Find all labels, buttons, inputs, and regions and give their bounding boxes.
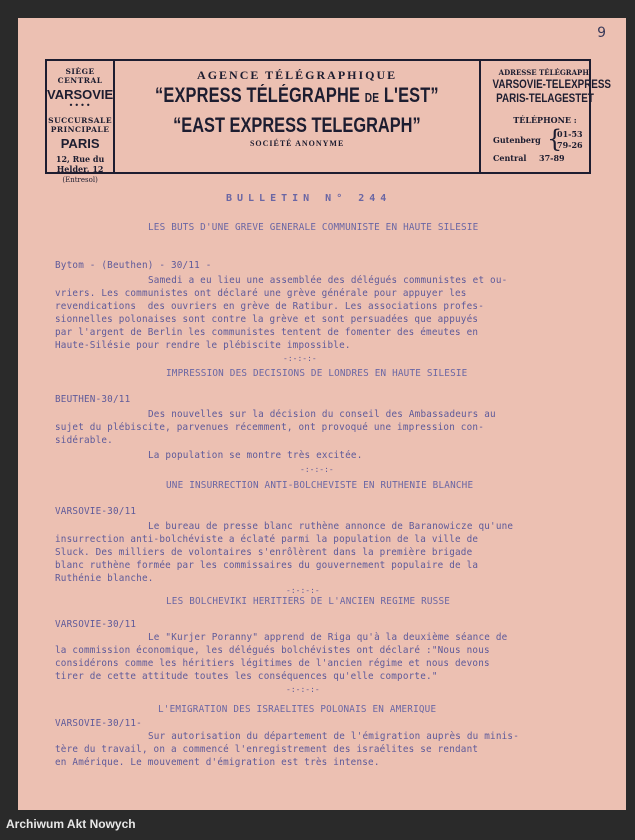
section-dateline: BEUTHEN-30/11 [55,394,131,405]
separator: -:-:-:- [286,586,320,595]
address-note: (Entresol) [62,176,98,184]
text-line: Sluck. Des milliers de volontaires s'enrôlèrent dans la première brigade [55,547,473,558]
brand-french-a: “EXPRESS TÉLÉGRAPHE [155,84,361,107]
telegraph-address-2: PARIS-TELAGESTET [496,91,594,105]
typed-bulletin [18,18,626,810]
section-heading: IMPRESSION DES DECISIONS DE LONDRES EN HAUTE SILESIE [166,368,468,379]
text-line: blanc ruthène formée par les commissaires du gouvernement populaire de la [55,560,479,571]
phone-number-1: 01-53 [557,129,583,139]
text-line: par l'argent de Berlin les communistes tentent de fomenter des émeutes en [55,327,479,338]
text-line: revendications des ouvriers en grève de Ratibur. Les associations profes- [55,301,484,312]
telephone-label: TÉLÉPHONE : [513,115,577,125]
separator: -:-:-:- [286,685,320,694]
text-line: la commission économique, les délégués bolchévistes ont déclaré :"Nous nous [55,645,490,656]
brand-french-b: L'EST” [384,84,439,107]
text-line: Sur autorisation du département de l'émigration auprès du minis- [148,731,520,742]
text-line: considérons comme les héritiers légitimes de l'ancien régime et nous devons [55,658,490,669]
text-line: vriers. Les communistes ont déclaré une grève générale pour appuyer les [55,288,467,299]
phone-number-2: 79-26 [557,140,583,150]
separator: -:-:-:- [300,465,334,474]
phone-number-3: 37-89 [539,153,565,163]
text-line: Le "Kurjer Poranny" apprend de Riga qu'à la deuxième séance de [148,632,508,643]
text-line: en Amérique. Le mouvement d'émigration est très intense. [55,757,380,768]
brand-english: “EAST EXPRESS TELEGRAPH” [173,114,421,137]
brand-french-de: DE [364,90,380,105]
section-dateline: VARSOVIE-30/11- [55,718,142,729]
section-dateline: VARSOVIE-30/11 [55,619,137,630]
separator: -:-:-:- [283,354,317,363]
text-line: tirer de cette attitude toutes les conséquences qu'elle comporte." [55,671,438,682]
text-line: Ruthénie blanche. [55,573,154,584]
text-line: Des nouvelles sur la décision du conseil des Ambassadeurs au [148,409,496,420]
agence-label: AGENCE TÉLÉGRAPHIQUE [197,68,398,82]
paris-address: 12, Rue du Helder, 12 [55,154,105,174]
section-heading: L'EMIGRATION DES ISRAELITES POLONAIS EN AMERIQUE [158,704,437,715]
page-number: 9 [597,25,606,41]
section-heading: LES BUTS D'UNE GREVE GENERALE COMMUNISTE EN HAUTE SILESIE [148,222,479,233]
section-heading: UNE INSURRECTION ANTI-BOLCHEVISTE EN RUTHENIE BLANCHE [166,480,474,491]
dots-divider: •••• [68,101,92,110]
document-page [18,18,626,810]
text-line: tère du travail, on a commencé l'enregistrement des israélites se rendant [55,744,479,755]
text-line: sujet du plébiscite, parvenues récemment, ont provoqué une impression con- [55,422,484,433]
section-dateline: Bytom - (Beuthen) - 30/11 - [55,260,212,271]
text-line: La population se montre très excitée. [148,450,363,461]
section-dateline: VARSOVIE-30/11 [55,506,137,517]
text-line: sionnelles polonaises sont contre la grève et sont persuadées que appuyés [55,314,479,325]
text-line: sidérable. [55,435,113,446]
brace-icon: { [547,125,563,153]
bulletin-title: BULLETIN N° 244 [226,193,392,204]
siege-city: VARSOVIE [47,87,114,102]
text-line: Haute-Silésie pour rendre le plébiscite impossible. [55,340,351,351]
archive-label: Archiwum Akt Nowych [6,817,136,831]
telegraph-address-1: VARSOVIE-TELEXPRESS [492,77,612,91]
text-line: insurrection anti-bolchéviste a éclaté parmi la population de la ville de [55,534,479,545]
text-line: Samedi a eu lieu une assemblée des délégués communistes et ou- [148,275,508,286]
succursale-city: PARIS [60,136,100,151]
gutenberg-label: Gutenberg [493,135,541,145]
central-label: Central [493,153,527,163]
text-line: Le bureau de presse blanc ruthène annonce de Baranowicze qu'une [148,521,514,532]
section-heading: LES BOLCHEVIKI HERITIERS DE L'ANCIEN REGIME RUSSE [166,596,451,607]
societe-label: SOCIÉTÉ ANONYME [249,139,345,148]
adresse-label: ADRESSE TÉLÉGRAPH. [498,68,592,77]
siege-label: SIÈGE CENTRAL [57,67,103,85]
succursale-label: SUCCURSALE PRINCIPALE [48,116,113,134]
